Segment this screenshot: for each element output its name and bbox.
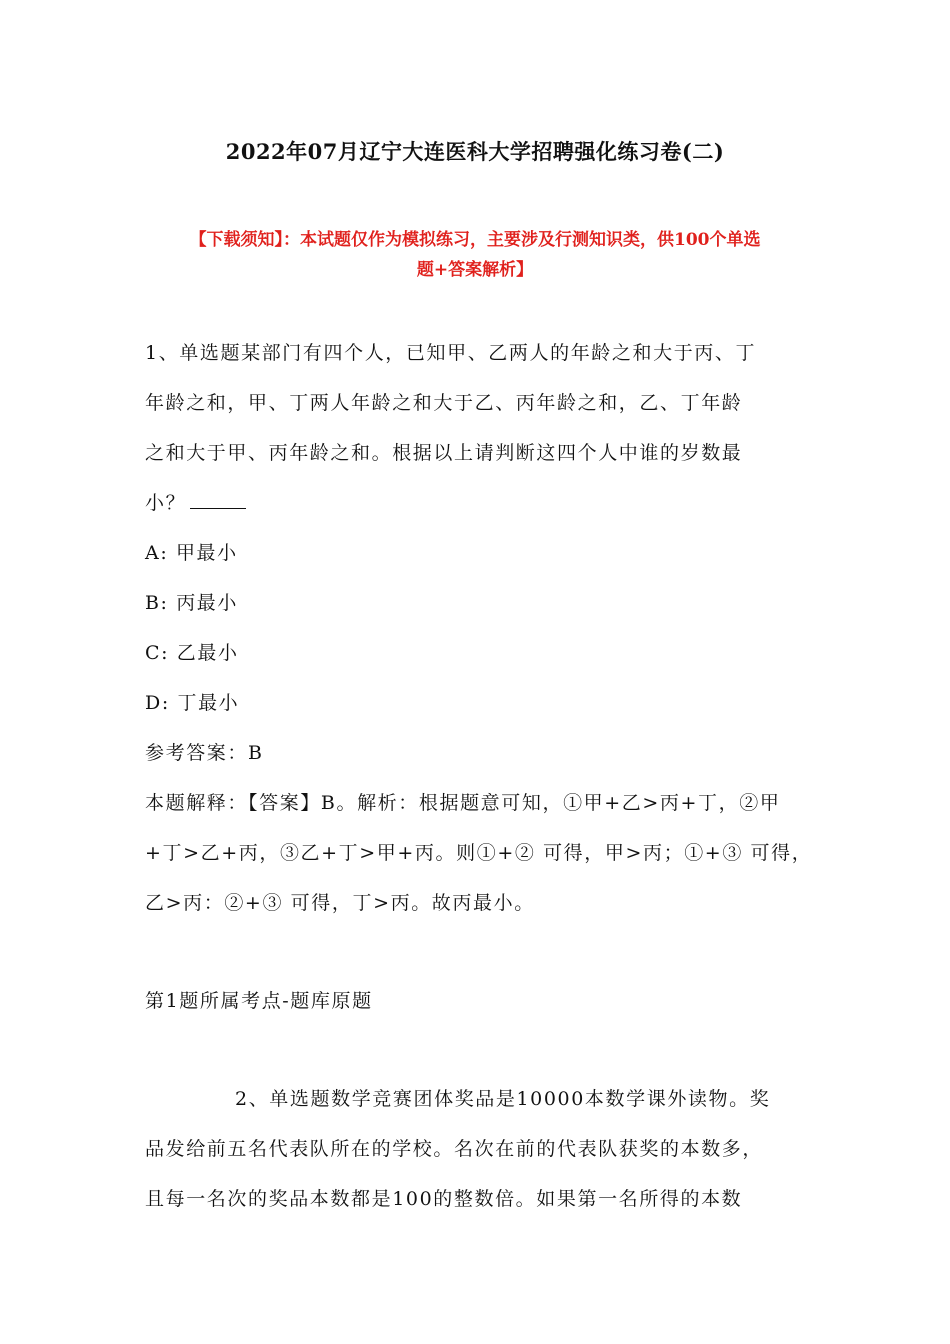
question-1-line-1: 1、单选题某部门有四个人，已知甲、乙两人的年龄之和大于丙、丁 (145, 342, 757, 364)
question-2-line-2: 品发给前五名代表队所在的学校。名次在前的代表队获奖的本数多， (145, 1138, 764, 1160)
notice-line-1: 【下载须知】：本试题仅作为模拟练习，主要涉及行测知识类，供100个单选 (189, 230, 761, 250)
option-a: A: 甲最小 (145, 542, 238, 564)
notice-line-2: 题+答案解析】 (416, 260, 534, 280)
option-d: D: 丁最小 (145, 692, 240, 714)
question-1-line-4 (145, 488, 246, 515)
question-2-line-3: 且每一名次的奖品本数都是100的整数倍。如果第一名所得的本数 (145, 1188, 743, 1210)
question-1-line-2: 年龄之和，甲、丁两人年龄之和大于乙、丙年龄之和，乙、丁年龄 (145, 392, 743, 414)
option-c: C: 乙最小 (145, 642, 239, 664)
question-2-line-1: 2、单选题数学竞赛团体奖品是10000本数学课外读物。奖 (235, 1088, 771, 1110)
question-1-line-3: 之和大于甲、丙年龄之和。根据以上请判断这四个人中谁的岁数最 (145, 442, 743, 464)
explanation-line-2: +丁>乙+丙，③乙+丁>甲+丙。则①+② 可得，甲>丙；①+③ 可得， (145, 842, 813, 864)
explanation-line-1: 本题解释：【答案】B。解析：根据题意可知，①甲+乙>丙+丁，②甲 (145, 792, 781, 814)
question-1-line-4-text: 小？ (145, 492, 187, 514)
reference-answer: 参考答案：B (145, 742, 264, 764)
answer-blank (190, 490, 246, 509)
explanation-line-3: 乙>丙：②+③ 可得，丁>丙。故丙最小。 (145, 892, 535, 914)
download-notice (145, 225, 805, 285)
option-b: B: 丙最小 (145, 592, 239, 614)
page-title: 2022年07月辽宁大连医科大学招聘强化练习卷(二) (225, 139, 725, 164)
question-1-exam-point: 第1题所属考点-题库原题 (145, 990, 373, 1012)
